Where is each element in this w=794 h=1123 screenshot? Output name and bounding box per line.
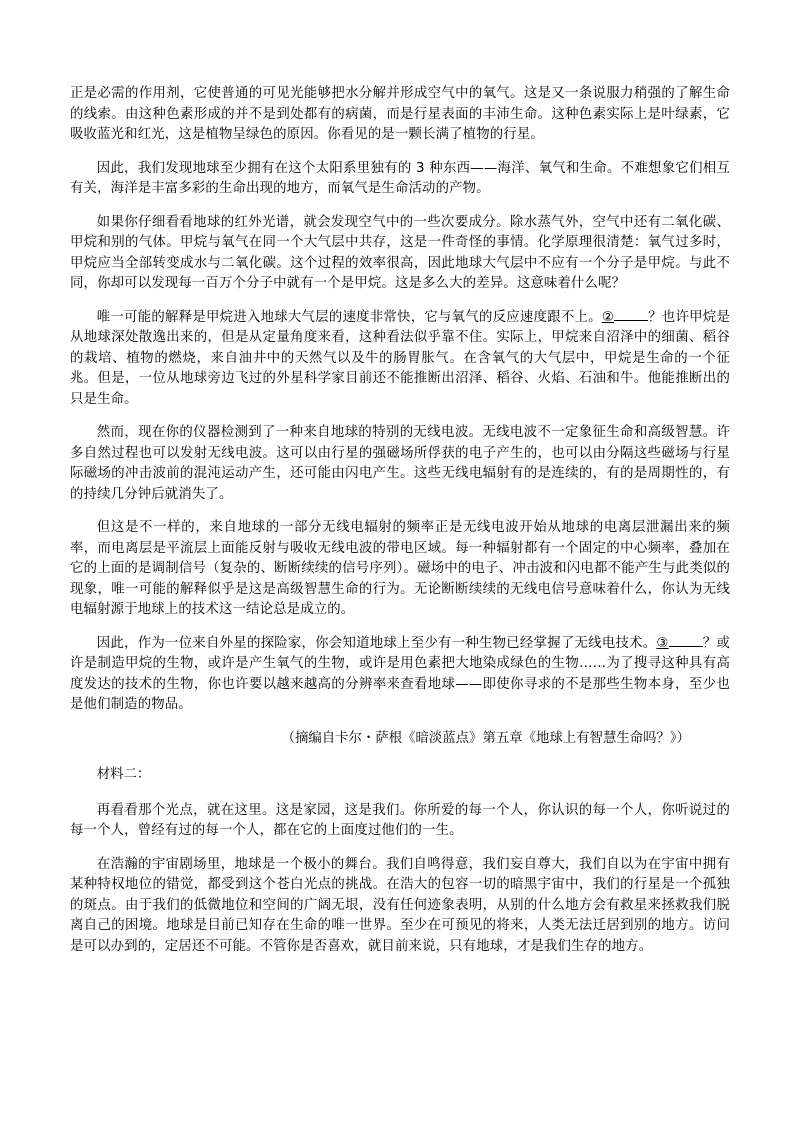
blank-marker-3: ③ — [656, 635, 669, 651]
paragraph-6: 但这是不一样的，来自地球的一部分无线电辐射的频率正是无线电波开始从地球的电离层泄漏出来的频率，而电离层是平流层上面能反射与吸收无线电波的带电区域。每一种辐射都有一个固定的中心频率，叠加在它的上面的是调制信号（复杂的、断断续续的信号序列）。磁场中的电子、冲击波和闪电都不能产生与此类似的现象，唯一可能的解释似乎是这是高级智慧生命的行为。无论断断续续的无线电信号意味着什么，你认为无线电辐射源于地球上的技术这一结论总是成立的。 — [70, 520, 730, 617]
blank-marker-2: ② — [601, 309, 615, 325]
paragraph-7-text-before: 因此，作为一位来自外星的探险家，你会知道地球上至少有一种生物已经掌握了无线电技术。 — [96, 635, 657, 651]
material-two-label: 材料二： — [96, 767, 151, 782]
answer-blank-2 — [614, 308, 648, 321]
paragraph-7-text-after: ？或许是制造甲烷的生物，或许是产生氧气的生物，或许是用色素把大地染成绿色的生物……为了搜寻这种具有高度发达的技术的生物，你也许要以越来越高的分辨率来查看地球——即使你寻求的不是那些生物本身，至少也是他们制造的物品。 — [70, 635, 730, 712]
paragraph-4-text-before: 唯一可能的解释是甲烷进入地球大气层的速度非常快，它与氧气的反应速度跟不上。 — [96, 309, 602, 325]
paragraph-4 — [70, 308, 730, 411]
paragraph-4-text-after: ？也许甲烷是从地球深处散逸出来的，但是从定量角度来看，这种看法似乎靠不住。实际上，甲烷来自沼泽中的细菌、稻谷的栽培、植物的燃烧，来自油井中的天然气以及牛的肠胃胀气。在含氧气的大气层中，甲烷是生命的一个征兆。但是，一位从地球旁边飞过的外星科学家目前还不能推断出沼泽、稻谷、火焰、石油和牛。他能推断出的只是生命。 — [70, 309, 730, 407]
paragraph-1: 正是必需的作用剂，它使普通的可见光能够把水分解并形成空气中的氧气。这是又一条说服力稍强的了解生命的线索。由这种色素形成的并不是到处都有的病菌，而是行星表面的丰沛生命。这种色素实际上是叶绿素，它吸收蓝光和红光，这是植物呈绿色的原因。你看见的是一颗长满了植物的行星。 — [70, 86, 730, 142]
source-citation: （摘编自卡尔・萨根《暗淡蓝点》第五章《地球上有智慧生命吗？》） — [281, 730, 690, 746]
paragraph-8: 再看看那个光点，就在这里。这是家园，这是我们。你所爱的每一个人，你认识的每一个人，你听说过的每一个人，曾经有过的每一个人，都在它的上面度过他们的一生。 — [70, 802, 730, 838]
paragraph-9: 在浩瀚的宇宙剧场里，地球是一个极小的舞台。我们自鸣得意，我们妄自尊大，我们自以为在宇宙中拥有某种特权地位的错觉，都受到这个苍白光点的挑战。在浩大的包容一切的暗黑宇宙中，我们的行星是一个孤独的斑点。由于我们的低微地位和空间的广阔无垠，没有任何迹象表明，从别的什么地方会有救星来拯救我们脱离自己的困境。地球是目前已知存在生命的唯一世界。至少在可预见的将来，人类无法迁居到别的地方。访问是可以办到的，定居还不可能。不管你是否喜欢，就目前来说，只有地球，才是我们生存的地方。 — [70, 856, 730, 954]
document-page — [70, 84, 730, 970]
paragraph-2: 因此，我们发现地球至少拥有在这个太阳系里独有的 3 种东西——海洋、氧气和生命。不难想象它们相互有关，海洋是丰富多彩的生命出现的地方，而氧气是生命活动的产物。 — [70, 160, 730, 196]
answer-blank-3 — [669, 634, 703, 647]
paragraph-3: 如果你仔细看看地球的红外光谱，就会发现空气中的一些次要成分。除水蒸气外，空气中还有二氧化碳、甲烷和别的气体。甲烷与氧气在同一个大气层中共存，这是一件奇怪的事情。化学原理很清楚：氧气过多时，甲烷应当全部转变成水与二氧化碳。这个过程的效率很高，因此地球大气层中不应有一个分子是甲烷。与此不同，你却可以发现每一百万个分子中就有一个是甲烷。这是多么大的差异。这意味着什么呢？ — [70, 214, 730, 291]
paragraph-7 — [70, 634, 730, 716]
paragraph-5: 然而，现在你的仪器检测到了一种来自地球的特别的无线电波。无线电波不一定象征生命和高级智慧。许多自然过程也可以发射无线电波。这可以由行星的强磁场所俘获的电子产生的，也可以由分隔这些磁场与行星际磁场的冲击波前的混沌运动产生，还可能由闪电产生。这些无线电辐射有的是连续的，有的是周期性的，有的持续几分钟后就消失了。 — [70, 425, 730, 502]
